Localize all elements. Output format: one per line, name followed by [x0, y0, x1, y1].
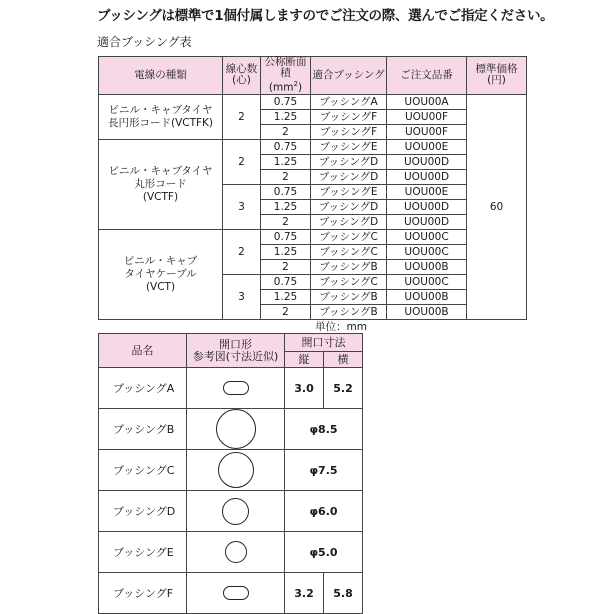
- header-product-name: 品名: [99, 334, 187, 368]
- bushing-cell: ブッシングD: [311, 154, 387, 169]
- order-no-cell: UOU00E: [387, 184, 467, 199]
- table-row: [99, 532, 363, 573]
- cores-cell: 2: [223, 94, 261, 139]
- header-cores-line1: 線心数: [225, 63, 258, 76]
- table-row: [99, 94, 527, 109]
- bushing-cell: ブッシングC: [311, 229, 387, 244]
- header-shape-line1: 開口形: [219, 337, 252, 351]
- area-cell: 0.75: [261, 94, 311, 109]
- header-area: [261, 57, 311, 95]
- order-no-cell: UOU00B: [387, 259, 467, 274]
- area-cell: 1.25: [261, 109, 311, 124]
- shape-cell: [187, 532, 285, 573]
- bushing-cell: ブッシングB: [311, 289, 387, 304]
- bushing-cell: ブッシングB: [311, 304, 387, 319]
- shape-cell: [187, 368, 285, 409]
- area-cell: 2: [261, 124, 311, 139]
- shape-cell: [187, 573, 285, 614]
- header-price-line1: 標準価格: [475, 63, 518, 76]
- order-no-cell: UOU00B: [387, 289, 467, 304]
- bushing-dimension-table: [98, 333, 363, 614]
- order-no-cell: UOU00F: [387, 124, 467, 139]
- wire-type-line: 長円形コード(VCTFK): [107, 116, 214, 129]
- ellipse-opening-shape: [223, 586, 249, 600]
- area-cell: 0.75: [261, 184, 311, 199]
- circle-opening-shape: [218, 452, 254, 488]
- wire-type-line: ビニル・キャブタイヤ: [108, 103, 213, 116]
- circle-opening-shape: [225, 541, 247, 563]
- area-cell: 1.25: [261, 289, 311, 304]
- bushing-cell: ブッシングB: [311, 259, 387, 274]
- area-cell: 2: [261, 304, 311, 319]
- header-order-no: ご注文品番: [387, 57, 467, 95]
- cores-cell: 3: [223, 274, 261, 319]
- bushing-cell: ブッシングF: [311, 124, 387, 139]
- horizontal-dim-cell: 5.8: [324, 573, 363, 614]
- circle-opening-shape: [222, 498, 249, 525]
- cores-cell: 3: [223, 184, 261, 229]
- table-row: [99, 491, 363, 532]
- area-cell: 1.25: [261, 244, 311, 259]
- area-cell: 2: [261, 169, 311, 184]
- table-row: [99, 368, 363, 409]
- horizontal-dim-cell: 5.2: [324, 368, 363, 409]
- order-no-cell: UOU00C: [387, 229, 467, 244]
- bushing-cell: ブッシングD: [311, 169, 387, 184]
- wire-type-line: ビニル・キャブタイヤ: [108, 164, 213, 177]
- wire-type-cell: [99, 139, 223, 229]
- wire-type-line: (VCTF): [142, 190, 179, 203]
- header-area-line2-prefix: (mm: [268, 81, 294, 94]
- table2-header-row-1: [99, 334, 363, 352]
- order-no-cell: UOU00D: [387, 199, 467, 214]
- table-row: [99, 573, 363, 614]
- order-no-cell: UOU00D: [387, 154, 467, 169]
- table1-header-row: [99, 57, 527, 95]
- header-cores-line2: (心): [232, 74, 251, 87]
- table-row: [99, 409, 363, 450]
- bushing-cell: ブッシングD: [311, 199, 387, 214]
- order-no-cell: UOU00C: [387, 244, 467, 259]
- table2-body: [99, 368, 363, 614]
- order-no-cell: UOU00F: [387, 109, 467, 124]
- area-cell: 2: [261, 259, 311, 274]
- header-wire-type: 電線の種類: [99, 57, 223, 95]
- unit-label: 単位：mm: [315, 321, 367, 333]
- compatible-bushing-table: [98, 56, 527, 320]
- area-cell: 1.25: [261, 199, 311, 214]
- header-price: [467, 57, 527, 95]
- header-vertical: 縦: [285, 352, 324, 368]
- product-name-cell: ブッシングA: [99, 368, 187, 409]
- notice-text: ブッシングは標準で1個付属しますのでご注文の際、選んでご指定ください。: [97, 8, 554, 24]
- bushing-cell: ブッシングE: [311, 139, 387, 154]
- wire-type-cell: [99, 229, 223, 319]
- shape-cell: [187, 491, 285, 532]
- bushing-cell: ブッシングD: [311, 214, 387, 229]
- area-cell: 2: [261, 214, 311, 229]
- order-no-cell: UOU00A: [387, 94, 467, 109]
- shape-cell: [187, 409, 285, 450]
- bushing-cell: ブッシングF: [311, 109, 387, 124]
- product-name-cell: ブッシングF: [99, 573, 187, 614]
- product-name-cell: ブッシングE: [99, 532, 187, 573]
- order-no-cell: UOU00B: [387, 304, 467, 319]
- diameter-cell: φ7.5: [285, 450, 363, 491]
- order-no-cell: UOU00E: [387, 139, 467, 154]
- header-area-line2-suffix: ): [297, 81, 303, 94]
- wire-type-line: (VCT): [145, 280, 176, 293]
- header-shape-line2: 参考図(寸法近似): [192, 349, 279, 363]
- table1-title: 適合ブッシング表: [97, 35, 192, 49]
- wire-type-line: 丸形コード: [134, 177, 187, 190]
- header-opening-dims: 開口寸法: [285, 334, 363, 352]
- wire-type-line: ビニル・キャブ: [123, 254, 198, 267]
- table-row: [99, 229, 527, 244]
- header-bushing: 適合ブッシング: [311, 57, 387, 95]
- ellipse-opening-shape: [223, 381, 249, 395]
- header-horizontal: 横: [324, 352, 363, 368]
- product-name-cell: ブッシングB: [99, 409, 187, 450]
- diameter-cell: φ5.0: [285, 532, 363, 573]
- header-area-sup: 2: [293, 80, 298, 88]
- product-name-cell: ブッシングC: [99, 450, 187, 491]
- vertical-dim-cell: 3.0: [285, 368, 324, 409]
- cores-cell: 2: [223, 139, 261, 184]
- area-cell: 1.25: [261, 154, 311, 169]
- header-price-line2: (円): [487, 74, 506, 87]
- order-no-cell: UOU00C: [387, 274, 467, 289]
- area-cell: 0.75: [261, 229, 311, 244]
- diameter-cell: φ8.5: [285, 409, 363, 450]
- header-shape: [187, 334, 285, 368]
- cores-cell: 2: [223, 229, 261, 274]
- table-row: [99, 450, 363, 491]
- bushing-cell: ブッシングA: [311, 94, 387, 109]
- header-area-line1: 公称断面積: [264, 56, 307, 79]
- vertical-dim-cell: 3.2: [285, 573, 324, 614]
- area-cell: 0.75: [261, 274, 311, 289]
- wire-type-line: タイヤケーブル: [124, 267, 197, 280]
- bushing-cell: ブッシングC: [311, 274, 387, 289]
- area-cell: 0.75: [261, 139, 311, 154]
- circle-opening-shape: [216, 409, 256, 449]
- header-cores: [223, 57, 261, 95]
- bushing-cell: ブッシングE: [311, 184, 387, 199]
- order-no-cell: UOU00D: [387, 214, 467, 229]
- table-row: [99, 139, 527, 154]
- price-cell: 60: [467, 94, 527, 319]
- order-no-cell: UOU00D: [387, 169, 467, 184]
- shape-cell: [187, 450, 285, 491]
- diameter-cell: φ6.0: [285, 491, 363, 532]
- product-name-cell: ブッシングD: [99, 491, 187, 532]
- table1-body: [99, 94, 527, 319]
- bushing-cell: ブッシングC: [311, 244, 387, 259]
- wire-type-cell: [99, 94, 223, 139]
